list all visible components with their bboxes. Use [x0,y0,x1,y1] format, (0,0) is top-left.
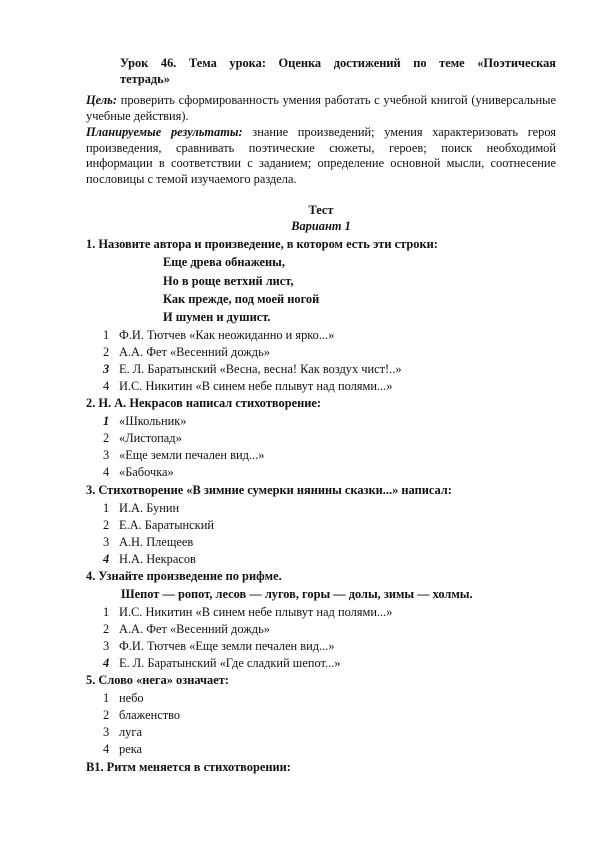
option-number: 2 [103,622,110,636]
option-text: И.С. Никитин «В синем небе плывут над полями...» [119,605,393,619]
option-text: А.А. Фет «Весенний дождь» [119,622,270,636]
option-number: 4 [103,379,110,393]
question-2: 2. Н. А. Некрасов написал стихотворение: [86,396,322,410]
lesson-title [120,56,556,72]
answer-option [103,638,335,654]
verse-line: Как прежде, под моей ногой [163,292,320,306]
answer-option [103,500,179,516]
option-number: 3 [103,535,110,549]
option-text: небо [119,691,144,705]
answer-option [103,690,144,706]
option-number: 3 [103,639,110,653]
option-number: 1 [103,691,110,705]
option-text: Ф.И. Тютчев «Как неожиданно и ярко...» [119,328,335,342]
lesson-title-line2: тетрадь» [120,72,170,86]
option-number: 3 [103,362,110,376]
option-number: 2 [103,518,110,532]
option-number: 2 [103,345,110,359]
answer-option [103,447,264,463]
option-text: блаженство [119,708,181,722]
variant-heading: Вариант 1 [291,219,351,233]
verse-line: И шумен и душист. [163,310,271,324]
answer-option [103,551,196,567]
question-3: 3. Стихотворение «В зимние сумерки нянины сказки...» написал: [86,483,452,497]
results-label: Планируемые результаты: [86,125,243,139]
answer-option [103,707,180,723]
goal-label: Цель: [86,93,117,107]
option-text: река [119,742,143,756]
option-number: 2 [103,431,110,445]
answer-option [103,604,392,620]
answer-option [103,378,392,394]
option-text: «Бабочка» [119,465,174,479]
answer-option [103,344,270,360]
answer-option [103,534,193,550]
option-number: 3 [103,725,110,739]
option-text: И.А. Бунин [119,501,180,515]
option-number: 4 [103,742,110,756]
option-number: 1 [103,414,110,428]
answer-option [103,361,402,377]
option-text: луга [119,725,142,739]
option-text: Ф.И. Тютчев «Еще земли печален вид...» [119,639,335,653]
question-5: 5. Слово «нега» означает: [86,673,229,687]
option-text: Н.А. Некрасов [119,552,196,566]
answer-option [103,430,182,446]
option-number: 1 [103,605,110,619]
answer-option [103,741,142,757]
option-number: 2 [103,708,110,722]
goal-text: проверить сформированность умения работать с учебной книгой (универсальные учебные действия). [86,93,556,123]
question-b1: В1. Ритм меняется в стихотворении: [86,760,291,774]
answer-option [103,724,142,740]
answer-option [103,464,174,480]
answer-option [103,413,186,429]
lesson-goal [86,93,556,124]
option-number: 4 [103,656,110,670]
answer-option [103,621,270,637]
answer-option [103,327,334,343]
option-number: 4 [103,465,110,479]
lesson-title-cont [120,72,556,88]
answer-option [103,655,340,671]
verse-line: Но в роще ветхий лист, [163,274,294,288]
option-number: 3 [103,448,110,462]
question-1: 1. Назовите автора и произведение, в котором есть эти строки: [86,237,438,251]
option-text: «Школьник» [119,414,187,428]
answer-option [103,517,214,533]
test-heading: Тест [308,203,334,217]
option-text: И.С. Никитин «В синем небе плывут над полями...» [119,379,393,393]
results-text: знание произведений; умения характеризовать героя произведения, сравнивать поэтические сюжеты, героев; поиск необходимой информации в соответствии с заданием; определение основной мысли, соотнесение пословицы с темой изучаемого раздела. [86,125,557,186]
option-number: 1 [103,328,110,342]
option-text: А.Н. Плещеев [119,535,194,549]
option-text: А.А. Фет «Весенний дождь» [119,345,270,359]
verse-line: Еще древа обнажены, [163,255,285,269]
option-text: Е. Л. Баратынский «Где сладкий шепот...» [119,656,341,670]
lesson-title-line1: Урок 46. Тема урока: Оценка достижений по теме «Поэтическая [120,56,556,70]
option-text: «Еще земли печален вид...» [119,448,265,462]
option-text: Е.А. Баратынский [119,518,214,532]
option-number: 4 [103,552,110,566]
lesson-results [86,125,556,187]
option-text: Е. Л. Баратынский «Весна, весна! Как воздух чист!..» [119,362,402,376]
option-text: «Листопад» [119,431,182,445]
question-4: 4. Узнайте произведение по рифме. [86,569,282,583]
rhyme-line: Шепот — ропот, лесов — лугов, горы — долы, зимы — холмы. [121,587,473,601]
option-number: 1 [103,501,110,515]
